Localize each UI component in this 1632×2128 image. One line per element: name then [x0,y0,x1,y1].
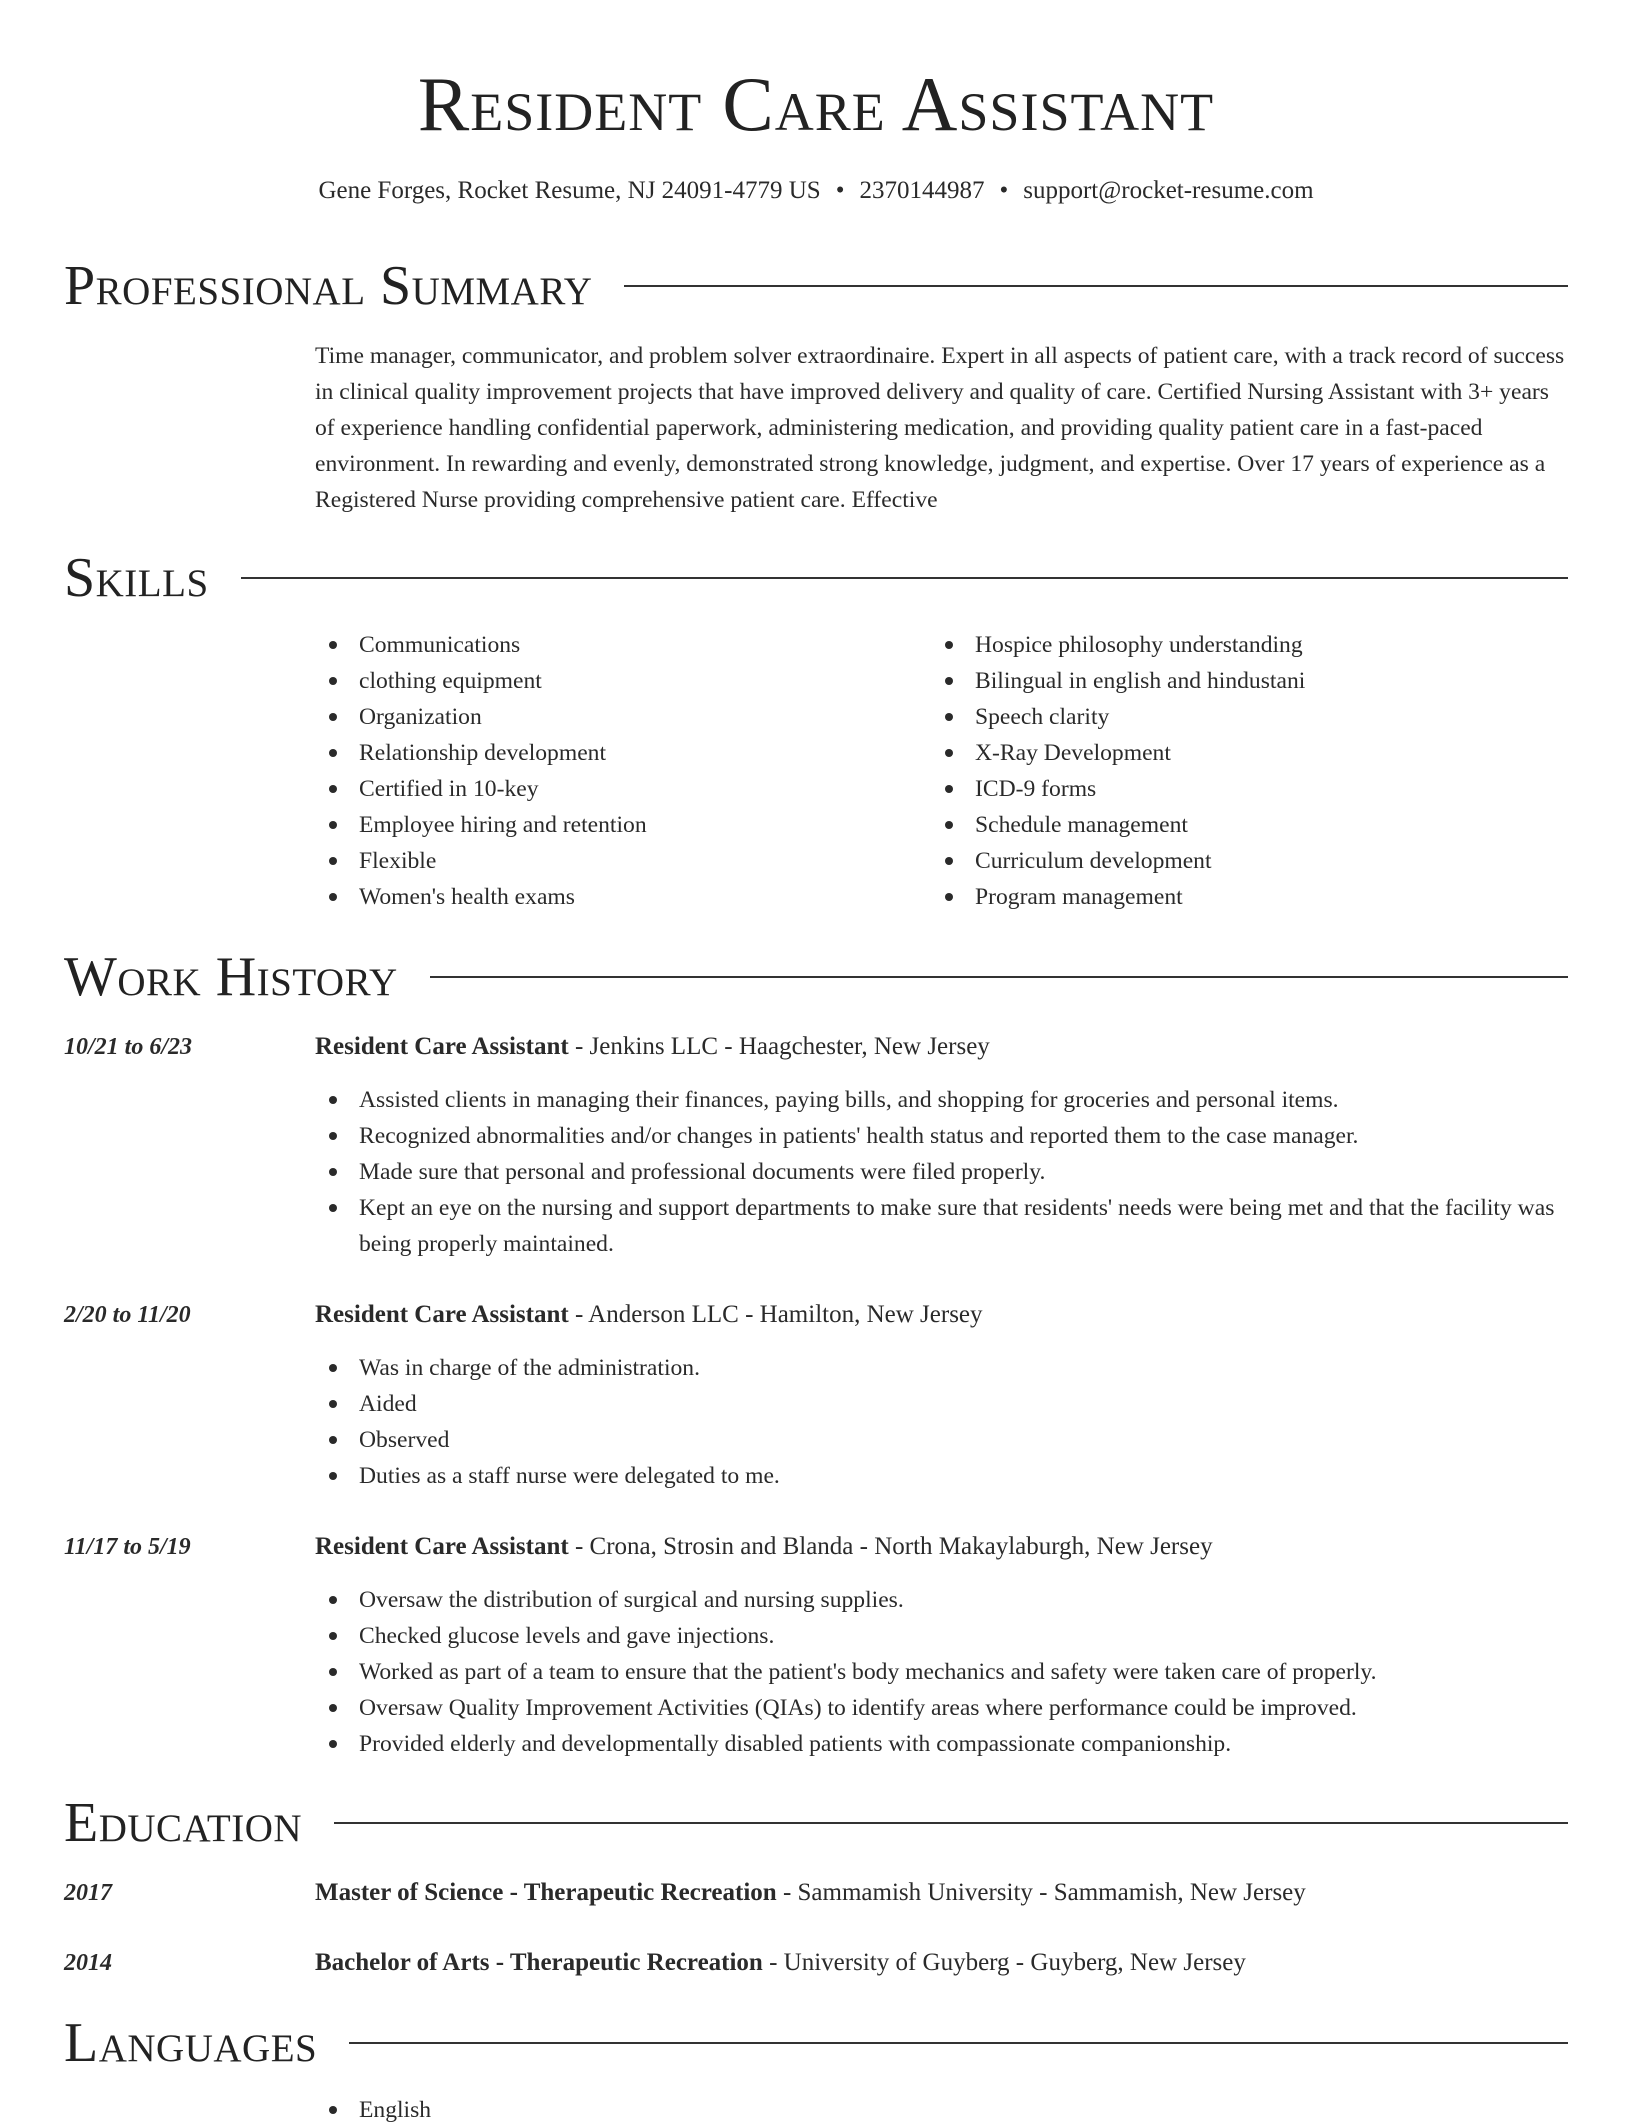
job-duty: Provided elderly and developmentally disabled patients with compassionate companionship. [315,1726,1568,1762]
job-title: Resident Care Assistant [315,1301,569,1328]
section-title: Work History [64,946,398,1008]
skill-item: Certified in 10-key [315,771,915,807]
job-duty: Worked as part of a team to ensure that the patient's body mechanics and safety were taken care of properly. [315,1654,1568,1690]
skill-item: Curriculum development [931,843,1571,879]
job-duty: Aided [315,1386,1568,1422]
section-divider [624,285,1568,287]
section-divider [334,1822,1568,1824]
skills-list-left [315,627,915,915]
job-duties-list [315,1350,1568,1494]
education-degree: Master of Science - Therapeutic Recreation [315,1879,777,1906]
job-duty: Made sure that personal and professional documents were filed properly. [315,1154,1568,1190]
skill-item: Relationship development [315,735,915,771]
job-duty: Observed [315,1422,1568,1458]
languages-section-header [64,2013,1568,2073]
section-title: Education [64,1792,303,1854]
contact-separator: • [835,177,845,204]
job-employer: - Anderson LLC - Hamilton, New Jersey [568,1301,983,1328]
skill-item: Bilingual in english and hindustani [931,663,1571,699]
language-item: English [315,2092,1568,2128]
job-duty: Recognized abnormalities and/or changes in patients' health status and reported them to the case manager. [315,1118,1568,1154]
job-dates: 2/20 to 11/20 [64,1302,191,1328]
job-dates: 11/17 to 5/19 [64,1534,191,1560]
contact-separator: • [999,177,1009,204]
job-dates: 10/21 to 6/23 [64,1034,193,1060]
section-divider [241,577,1568,579]
contact-phone: 2370144987 [859,177,985,204]
skill-item: clothing equipment [315,663,915,699]
education-year: 2017 [64,1880,112,1906]
education-section-header [64,1793,1568,1853]
section-title: Languages [64,2012,318,2074]
summary-text: Time manager, communicator, and problem solver extraordinaire. Expert in all aspects of patient care, with a track record of success in clinical quality improvement projects that have improved delivery and quality of care. Certified Nursing Assistant with 3+ years of experience handling confidential paperwork, administering medication, and providing quality patient care in a fast-paced environment. In rewarding and evenly, demonstrated strong knowledge, judgment, and expertise. Over 17 years of experience as a Registered Nurse providing comprehensive patient care. Effective [315,343,1565,513]
job-duty: Assisted clients in managing their finances, paying bills, and shopping for groceries and personal items. [315,1082,1568,1118]
job-duties-list [315,1582,1568,1762]
job-employer: - Crona, Strosin and Blanda - North Makaylaburgh, New Jersey [568,1533,1213,1560]
skill-item: Speech clarity [931,699,1571,735]
job-duty: Duties as a staff nurse were delegated to me. [315,1458,1568,1494]
education-school: - Sammamish University - Sammamish, New Jersey [776,1879,1306,1906]
education-year: 2014 [64,1950,112,1976]
job-duty: Checked glucose levels and gave injections. [315,1618,1568,1654]
job-heading [315,1032,1568,1062]
skill-item: Flexible [315,843,915,879]
contact-line [0,176,1632,206]
education-entry [315,1948,1568,1978]
contact-email: support@rocket-resume.com [1023,177,1314,204]
job-heading [315,1300,1568,1330]
skill-item: X-Ray Development [931,735,1571,771]
job-duty: Kept an eye on the nursing and support departments to make sure that residents' needs were being met and that the facility was being properly maintained. [315,1190,1568,1262]
job-title: Resident Care Assistant [315,1033,569,1060]
skill-item: Organization [315,699,915,735]
job-duty: Oversaw the distribution of surgical and nursing supplies. [315,1582,1568,1618]
section-title: Professional Summary [64,255,593,317]
summary-section-header [64,256,1568,316]
education-school: - University of Guyberg - Guyberg, New Jersey [762,1949,1246,1976]
education-degree: Bachelor of Arts - Therapeutic Recreation [315,1949,763,1976]
skills-list-right [931,627,1571,915]
languages-list [315,2092,1568,2128]
skill-item: Communications [315,627,915,663]
section-divider [349,2042,1568,2044]
skills-section-header [64,548,1568,608]
job-duty: Was in charge of the administration. [315,1350,1568,1386]
skill-item: Hospice philosophy understanding [931,627,1571,663]
section-title: Skills [64,547,209,609]
job-heading [315,1532,1568,1562]
skill-item: ICD-9 forms [931,771,1571,807]
resume-name-title: Resident Care Assistant [417,61,1215,147]
skill-item: Women's health exams [315,879,915,915]
job-title: Resident Care Assistant [315,1533,569,1560]
contact-address: Gene Forges, Rocket Resume, NJ 24091-4779 US [318,177,821,204]
job-duty: Oversaw Quality Improvement Activities (QIAs) to identify areas where performance could be improved. [315,1690,1568,1726]
education-entry [315,1878,1568,1908]
section-divider [430,976,1568,978]
work-history-section-header [64,947,1568,1007]
skill-item: Schedule management [931,807,1571,843]
skill-item: Program management [931,879,1571,915]
job-employer: - Jenkins LLC - Haagchester, New Jersey [568,1033,990,1060]
job-duties-list [315,1082,1568,1262]
skill-item: Employee hiring and retention [315,807,915,843]
